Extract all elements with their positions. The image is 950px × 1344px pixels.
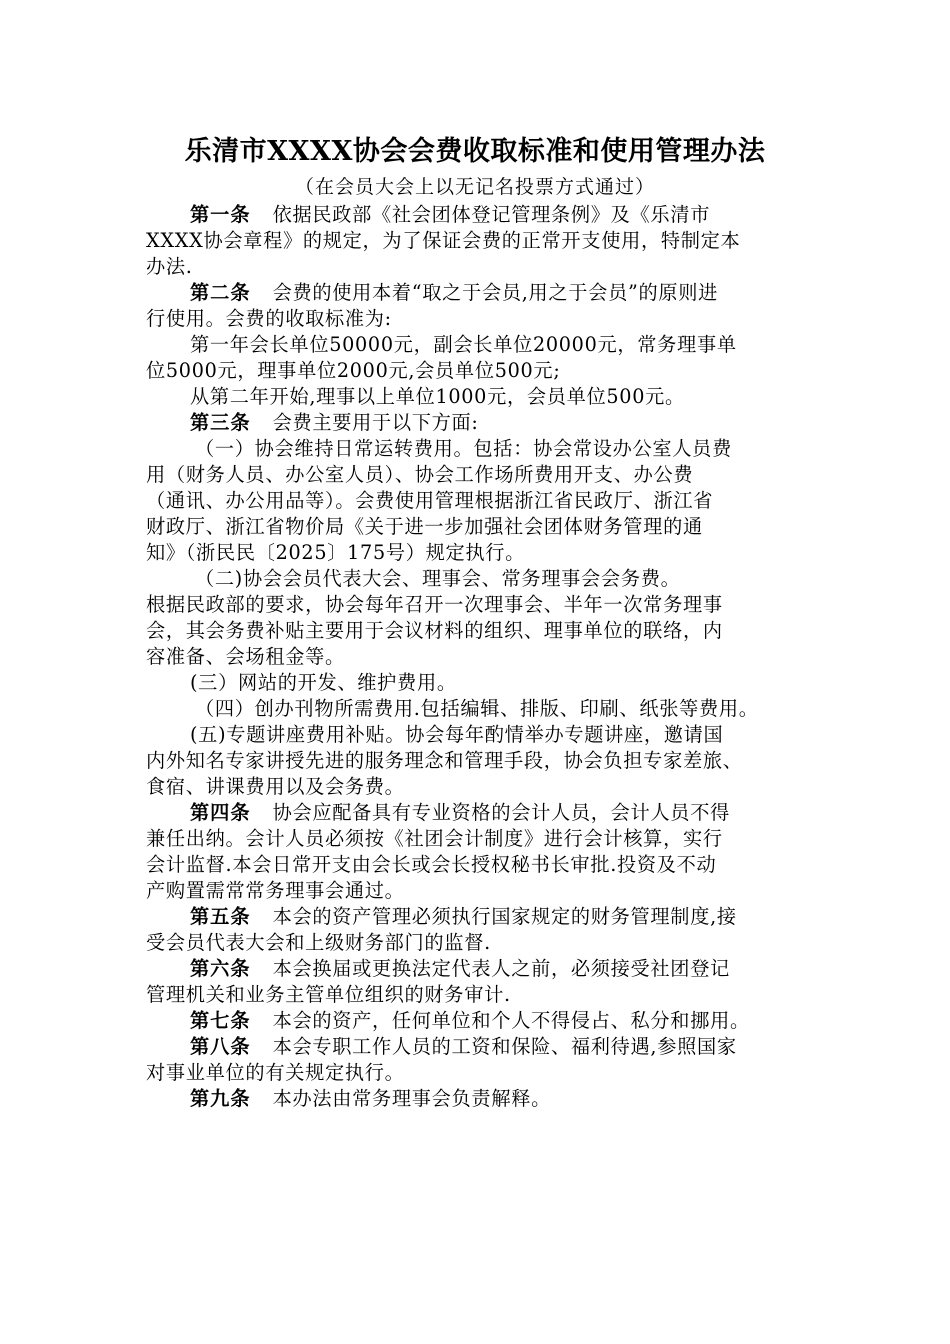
line-text: 容准备、会场租金等。	[146, 645, 345, 668]
article-label: 第三条	[190, 411, 251, 434]
line-text: 产购置需常常务理事会通过。	[146, 879, 405, 902]
line-text: (五)专题讲座费用补贴。协会每年酌情举办专题讲座，邀请国	[190, 723, 724, 746]
text-line	[146, 748, 743, 774]
line-text: (三）网站的开发、维护费用。	[190, 671, 457, 694]
text-line	[146, 852, 716, 878]
line-text: 食宿、讲课费用以及会务费。	[146, 775, 405, 798]
article-label: 第六条	[190, 957, 251, 980]
line-text: 会，其会务费补贴主要用于会议材料的组织、理事单位的联络，内	[146, 619, 723, 642]
text-line	[146, 930, 491, 956]
text-line	[190, 670, 457, 696]
text-line	[195, 436, 732, 462]
line-text: 对事业单位的有关规定执行。	[146, 1061, 405, 1084]
text-line	[146, 306, 392, 332]
text-line	[190, 280, 718, 306]
text-line	[190, 1008, 750, 1034]
text-line	[190, 384, 685, 410]
text-line	[146, 592, 723, 618]
line-text: 用（财务人员、办公室人员）、协会工作场所费用开支、办公费	[146, 463, 694, 486]
line-text: 财政厅、浙江省物价局《关于进一步加强社会团体财务管理的通	[146, 515, 703, 538]
article-label: 第八条	[190, 1035, 251, 1058]
line-text: 本办法由常务理事会负责解释。	[272, 1087, 551, 1110]
line-text: 本会专职工作人员的工资和保险、福利待遇,参照国家	[272, 1035, 737, 1058]
document-title: 乐清市XXXX协会会费收取标准和使用管理办法	[184, 136, 766, 167]
text-line	[195, 566, 681, 592]
text-line	[146, 982, 511, 1008]
text-line	[146, 462, 693, 488]
text-line	[146, 644, 345, 670]
text-line	[146, 540, 525, 566]
line-text: 会费主要用于以下方面:	[272, 411, 479, 434]
line-text: 位5000元，理事单位2000元,会员单位500元;	[146, 359, 561, 382]
line-text: 第一年会长单位50000元，副会长单位20000元，常务理事单	[190, 333, 737, 356]
article-label: 第九条	[190, 1087, 251, 1110]
text-line	[190, 1034, 737, 1060]
line-text: 内外知名专家讲授先进的服务理念和管理手段，协会负担专家差旅、	[146, 749, 743, 772]
text-line	[190, 956, 730, 982]
line-text: 行使用。会费的收取标准为:	[146, 307, 392, 330]
line-text: （一）协会维持日常运转费用。包括：协会常设办公室人员费	[195, 437, 732, 460]
line-text: 管理机关和业务主管单位组织的财务审计.	[146, 983, 511, 1006]
text-line	[190, 800, 730, 826]
text-line	[146, 254, 193, 280]
line-text: 本会的资产，任何单位和个人不得侵占、私分和挪用。	[272, 1009, 750, 1032]
text-line	[146, 826, 723, 852]
line-text: 会费的使用本着“取之于会员,用之于会员”的原则进	[272, 281, 719, 304]
text-line	[146, 228, 740, 254]
text-line	[146, 358, 561, 384]
text-line	[195, 696, 759, 722]
line-text: （四）创办刊物所需费用.包括编辑、排版、印刷、纸张等费用。	[195, 697, 759, 720]
text-line	[146, 774, 405, 800]
text-line	[190, 1086, 551, 1112]
line-text: （二)协会会员代表大会、理事会、常务理事会会务费。	[195, 567, 681, 590]
text-line	[146, 488, 713, 514]
text-line	[190, 410, 479, 436]
line-text: 办法.	[146, 255, 193, 278]
article-label: 第四条	[190, 801, 251, 824]
text-line	[190, 332, 737, 358]
text-line	[146, 1060, 405, 1086]
article-label: 第二条	[190, 281, 251, 304]
line-text: 本会换届或更换法定代表人之前，必须接受社团登记	[272, 957, 730, 980]
line-text: 兼任出纳。会计人员必须按《社团会计制度》进行会计核算，实行	[146, 827, 723, 850]
line-text: （通讯、办公用品等）。会费使用管理根据浙江省民政厅、浙江省	[146, 489, 714, 512]
line-text: 会计监督.本会日常开支由会长或会长授权秘书长审批.投资及不动	[146, 853, 717, 876]
text-line	[146, 878, 405, 904]
article-label: 第五条	[190, 905, 251, 928]
text-line	[146, 618, 723, 644]
text-line	[190, 722, 723, 748]
text-line	[190, 202, 710, 228]
line-text: 从第二年开始,理事以上单位1000元，会员单位500元。	[190, 385, 685, 408]
line-text: 协会应配备具有专业资格的会计人员，会计人员不得	[272, 801, 730, 824]
text-line	[146, 514, 703, 540]
article-label: 第七条	[190, 1009, 251, 1032]
text-line	[190, 904, 737, 930]
line-text: 依据民政部《社会团体登记管理条例》及《乐清市	[272, 203, 711, 226]
line-text: 受会员代表大会和上级财务部门的监督.	[146, 931, 491, 954]
document-subtitle: （在会员大会上以无记名投票方式通过）	[294, 176, 655, 198]
line-text: 知》（浙民民〔2025〕175号）规定执行。	[146, 541, 526, 564]
line-text: 根据民政部的要求，协会每年召开一次理事会、半年一次常务理事	[146, 593, 723, 616]
article-label: 第一条	[190, 203, 251, 226]
line-text: 本会的资产管理必须执行国家规定的财务管理制度,接	[272, 905, 737, 928]
line-text: XXXX协会章程》的规定，为了保证会费的正常开支使用，特制定本	[146, 229, 741, 252]
